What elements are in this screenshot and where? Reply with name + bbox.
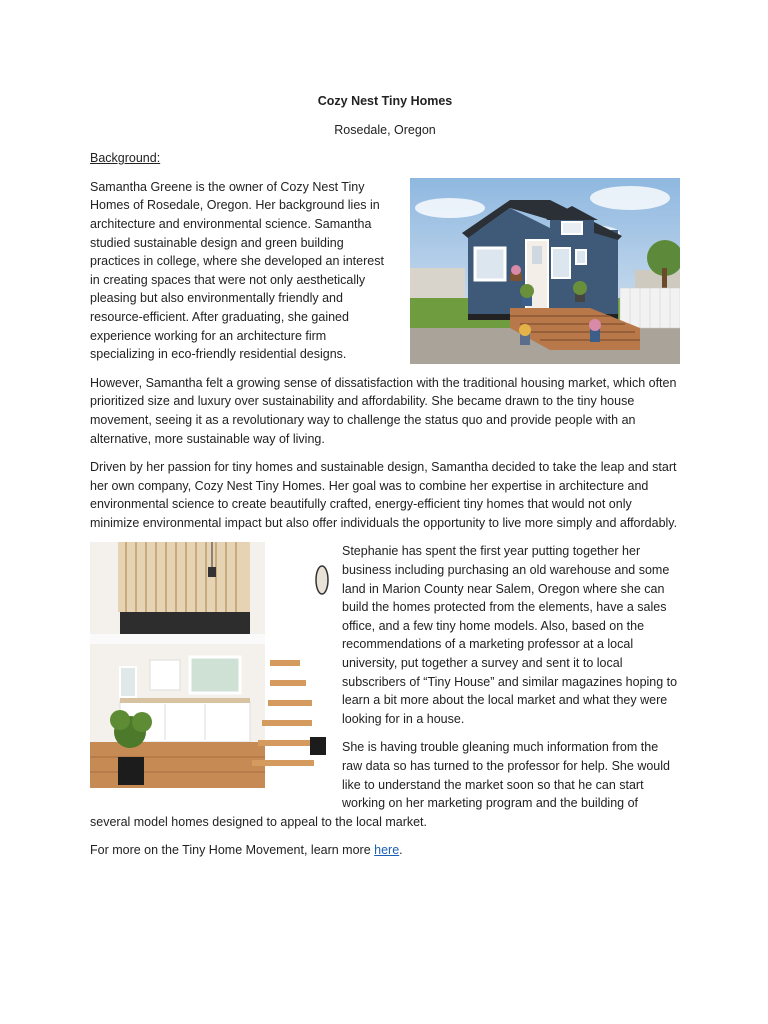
tiny-house-interior-photo	[90, 542, 330, 788]
footer-period: .	[399, 843, 403, 858]
tiny-house-exterior-photo	[410, 178, 680, 364]
paragraph-background-2: However, Samantha felt a growing sense of dissatisfaction with the traditional housing market, which often prioritized size and luxury over sustainability and affordability. She became drawn to the tiny house movement, seeing it as a revolutionary way to challenge the status quo and provide people with an alternative, more sustainable way of living.	[90, 375, 677, 446]
here-link[interactable]: here	[374, 843, 400, 858]
document-location: Rosedale, Oregon	[334, 122, 436, 137]
footer-paragraph	[90, 841, 680, 860]
section-heading: Background:	[90, 151, 161, 166]
paragraph-business: Stephanie has spent the first year putting together her business including purchasing an old warehouse and some land in Marion County near Salem, Oregon where she can build the homes protected from the elements, have a sales office, and a few tiny home models. Also, based on the recommendations of a marketing professor at a local university, put together a survey and sent it to local subscribers of “Tiny House” and similar magazines hoping to learn a bit more about the local market and what they were looking for in a house.	[342, 544, 678, 726]
document-page	[90, 92, 680, 870]
document-title: Cozy Nest Tiny Homes	[317, 94, 453, 108]
footer-text: For more on the Tiny Home Movement, learn more	[90, 843, 375, 858]
paragraph-background-1: Samantha Greene is the owner of Cozy Nest Tiny Homes of Rosedale, Oregon. Her background lies in architecture and environmental science. Samantha studied sustainable design and green building practices in college, where she developed an interest in creating spaces that were not only aesthetically pleasing but also environmentally friendly and resource-efficient. After graduating, she gained experience working for an architecture firm specializing in eco-friendly residential designs.	[90, 179, 384, 362]
paragraph-data-trouble: She is having trouble gleaning much information from the raw data so has turned to the professor for help. She would like to understand the market soon so that he can start working on her marketing program and the building of several model homes designed to appeal to the local market.	[90, 740, 670, 829]
paragraph-background-3: Driven by her passion for tiny homes and sustainable design, Samantha decided to take the leap and start her own company, Cozy Nest Tiny Homes. Her goal was to combine her expertise in architecture and environmental science to create beautifully crafted, energy-efficient tiny homes that would not only minimize environmental impact but also offer individuals the opportunity to live more simply and affordably.	[90, 460, 678, 530]
